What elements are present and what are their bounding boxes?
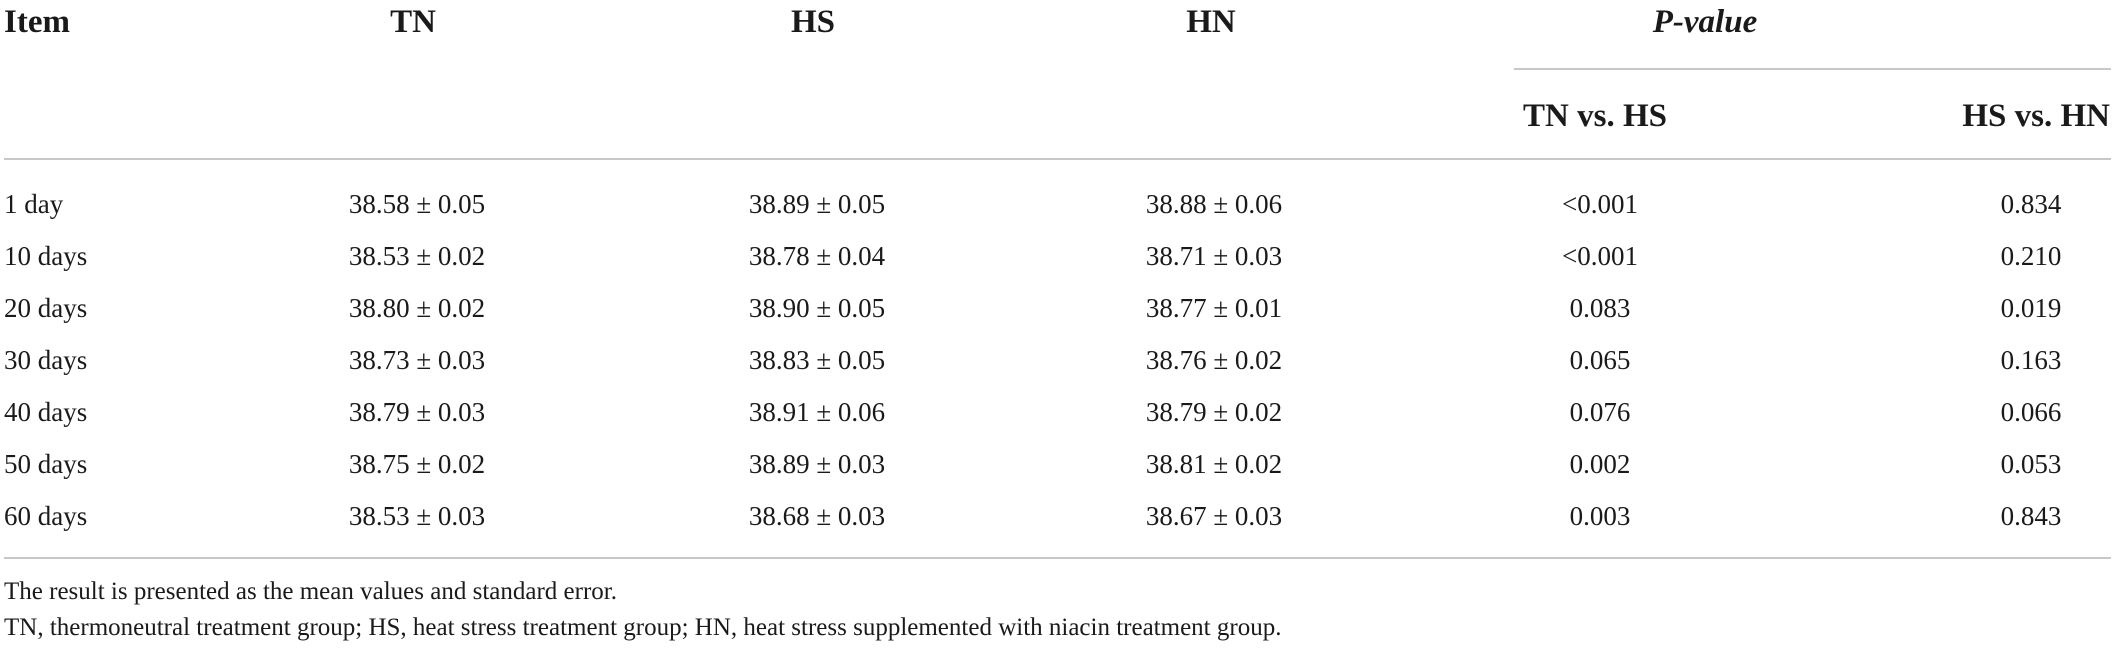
row-p-tn-hs: <0.001 xyxy=(1562,241,1638,271)
pvalue-group-rule xyxy=(1514,68,2111,70)
header-bottom-rule xyxy=(4,158,2111,160)
row-tn: 38.73 ± 0.03 xyxy=(348,345,486,375)
row-hn: 38.77 ± 0.01 xyxy=(1145,293,1283,323)
row-tn: 38.53 ± 0.03 xyxy=(348,501,486,531)
row-hn: 38.79 ± 0.02 xyxy=(1145,397,1283,427)
header-hs-vs-hn: HS vs. HN xyxy=(1962,98,2110,134)
row-item: 20 days xyxy=(4,293,88,323)
header-pvalue: P-value xyxy=(1652,4,1758,40)
header-tn: TN xyxy=(390,4,436,40)
row-hs: 38.89 ± 0.05 xyxy=(748,189,886,219)
row-hn: 38.71 ± 0.03 xyxy=(1145,241,1283,271)
row-p-hs-hn: 0.163 xyxy=(2000,345,2062,375)
row-p-hs-hn: 0.066 xyxy=(2000,397,2062,427)
row-p-tn-hs: 0.003 xyxy=(1569,501,1631,531)
footnote-mean-se: The result is presented as the mean values and standard error. xyxy=(4,578,617,605)
row-hs: 38.68 ± 0.03 xyxy=(748,501,886,531)
row-tn: 38.58 ± 0.05 xyxy=(348,189,486,219)
row-p-hs-hn: 0.019 xyxy=(2000,293,2062,323)
row-p-tn-hs: 0.065 xyxy=(1569,345,1631,375)
row-tn: 38.53 ± 0.02 xyxy=(348,241,486,271)
row-hs: 38.89 ± 0.03 xyxy=(748,449,886,479)
row-p-tn-hs: 0.002 xyxy=(1569,449,1631,479)
row-p-tn-hs: 0.083 xyxy=(1569,293,1631,323)
row-p-hs-hn: 0.210 xyxy=(2000,241,2062,271)
row-p-hs-hn: 0.843 xyxy=(2000,501,2062,531)
row-p-hs-hn: 0.834 xyxy=(2000,189,2062,219)
row-item: 1 day xyxy=(4,189,64,219)
row-hn: 38.76 ± 0.02 xyxy=(1145,345,1283,375)
table-bottom-rule xyxy=(4,557,2111,559)
row-hs: 38.78 ± 0.04 xyxy=(748,241,886,271)
row-item: 50 days xyxy=(4,449,88,479)
row-tn: 38.75 ± 0.02 xyxy=(348,449,486,479)
header-tn-vs-hs: TN vs. HS xyxy=(1523,98,1667,134)
row-hn: 38.67 ± 0.03 xyxy=(1145,501,1283,531)
row-tn: 38.79 ± 0.03 xyxy=(348,397,486,427)
row-p-tn-hs: <0.001 xyxy=(1562,189,1638,219)
row-tn: 38.80 ± 0.02 xyxy=(348,293,486,323)
row-item: 30 days xyxy=(4,345,88,375)
row-hn: 38.88 ± 0.06 xyxy=(1145,189,1283,219)
row-p-hs-hn: 0.053 xyxy=(2000,449,2062,479)
row-hs: 38.91 ± 0.06 xyxy=(748,397,886,427)
row-item: 60 days xyxy=(4,501,88,531)
row-hs: 38.90 ± 0.05 xyxy=(748,293,886,323)
footnote-abbreviations: TN, thermoneutral treatment group; HS, heat stress treatment group; HN, heat stress supplemented with niacin treatment group. xyxy=(4,614,1282,641)
header-item: Item xyxy=(4,4,70,40)
row-item: 10 days xyxy=(4,241,88,271)
header-hn: HN xyxy=(1186,4,1236,40)
row-hs: 38.83 ± 0.05 xyxy=(748,345,886,375)
row-hn: 38.81 ± 0.02 xyxy=(1145,449,1283,479)
row-p-tn-hs: 0.076 xyxy=(1569,397,1631,427)
row-item: 40 days xyxy=(4,397,88,427)
header-hs: HS xyxy=(790,4,836,40)
